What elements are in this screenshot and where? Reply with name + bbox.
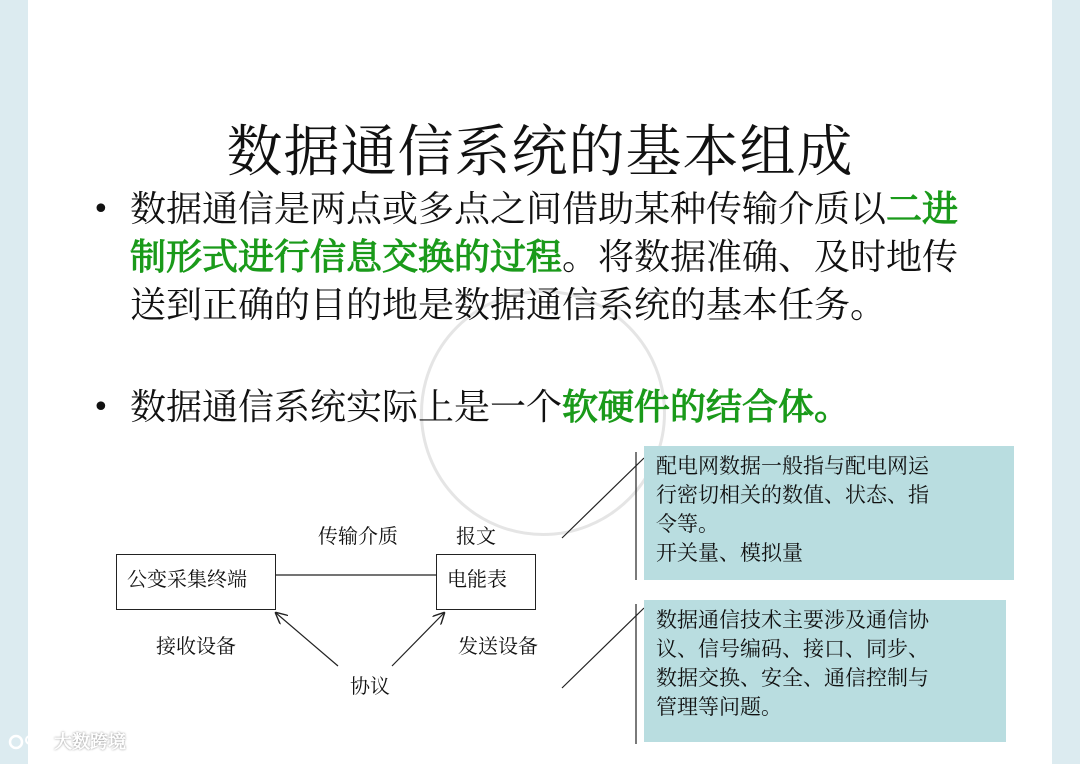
info-line: 管理等问题。 xyxy=(656,695,782,719)
terminal-box: 公变采集终端 xyxy=(116,554,276,610)
bullet-dot: • xyxy=(92,192,110,227)
info-box-data xyxy=(644,446,1014,580)
protocol-arrow-left xyxy=(276,613,338,666)
info-box-tech xyxy=(644,600,1006,742)
slide-title: 数据通信系统的基本组成 xyxy=(226,120,854,185)
callout-line-bottom xyxy=(562,608,644,688)
receiver-label: 接收设备 xyxy=(156,634,236,658)
info-line: 行密切相关的数值、状态、指 xyxy=(656,483,929,507)
protocol-label: 协议 xyxy=(350,674,390,698)
brand-logo-icon xyxy=(8,730,48,754)
info-line: 数据通信技术主要涉及通信协 xyxy=(656,608,929,632)
message-label: 报文 xyxy=(456,524,496,548)
bullet-2-before: 数据通信系统实际上是一个 xyxy=(130,387,563,428)
bullet-2-highlight: 软硬件的结合体。 xyxy=(562,387,851,428)
bullet-1-before: 数据通信是两点或多点之间借助某种传输介质以 xyxy=(130,189,887,230)
medium-label: 传输介质 xyxy=(318,524,398,548)
info-line: 开关量、模拟量 xyxy=(656,541,803,565)
callout-line-top xyxy=(562,458,644,538)
info-line: 数据交换、安全、通信控制与 xyxy=(656,666,929,690)
sender-label: 发送设备 xyxy=(458,634,538,658)
brand-watermark: 大数跨境 xyxy=(54,732,126,753)
bullet-1-highlight: 二进制形式进行信息交换的过程 xyxy=(130,189,959,278)
protocol-arrow-right xyxy=(392,613,444,666)
meter-box: 电能表 xyxy=(436,554,536,610)
info-line: 令等。 xyxy=(656,512,719,536)
bullet-dot: • xyxy=(92,390,110,425)
info-line: 配电网数据一般指与配电网运 xyxy=(656,454,929,478)
bullet-1-after: 。将数据准确、及时地传送到正确的目的地是数据通信系统的基本任务。 xyxy=(130,237,959,326)
info-line: 议、信号编码、接口、同步、 xyxy=(656,637,929,661)
